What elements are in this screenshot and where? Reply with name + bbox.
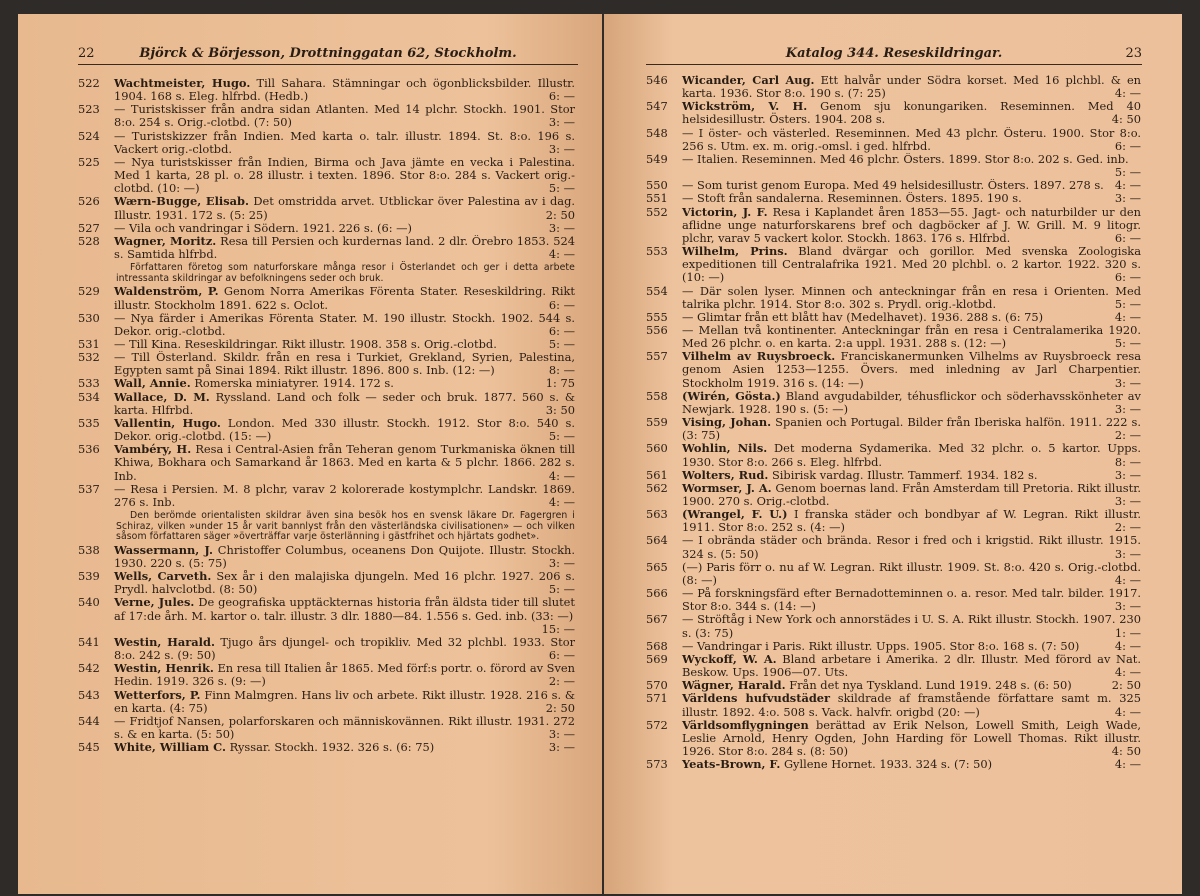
- entry-description: — Resa i Persien. M. 8 plchr, varav 2 kolorerade kostymplchr. Landskr. 1869. 276 s. Inb.: [114, 482, 575, 509]
- entry-description: Sex år i den malajiska djungeln. Med 16 plchr. 1927. 206 s. Prydl. halvclotbd. (8: 50): [114, 570, 575, 597]
- entry-number: 533: [78, 377, 100, 391]
- entry-description: (—) Paris förr o. nu af W. Legran. Rikt illustr. 1909. St. 8:o. 420 s. Orig.-clotbd. (8: —): [682, 560, 1141, 587]
- entry-description: — Stoft från sandalerna. Reseminnen. Östers. 1895. 190 s.: [682, 192, 1022, 206]
- entry-author: Vambéry, H.: [114, 443, 192, 457]
- entry-price: 3: —: [548, 221, 575, 235]
- entry-author: White, William C.: [114, 741, 226, 755]
- entry-author: Wägner, Harald.: [682, 679, 786, 693]
- entry-price: 3: —: [548, 555, 575, 570]
- entry-number: 527: [78, 221, 100, 235]
- entry-price: 3: 50: [545, 402, 575, 417]
- entry-description: — I öster- och västerled. Reseminnen. Med 43 plchr. Österս. 1900. Stor 8:o. 256 s. Utm. ex. m. orig.-omsl. i ged. hlfrbd.: [682, 126, 1141, 153]
- entry-description: De geografiska upptäckternas historia från äldsta tider till slutet af 17:de årh. M. kartor o. talr. illustr. 3 dlr. 1880—84. 1.556 s. Ged. inb. (33: —): [114, 596, 575, 623]
- entry-author: Wohlin, Nils.: [682, 442, 768, 456]
- entry-price: 2: —: [1114, 520, 1141, 535]
- page-header: [646, 44, 1142, 65]
- entry-number: 543: [78, 688, 100, 702]
- entry-author: Wærn-Bugge, Elisab.: [114, 195, 249, 209]
- entry-number: 565: [646, 560, 668, 574]
- catalog-entry: [646, 324, 1141, 350]
- entry-number: 522: [78, 77, 100, 90]
- entry-description: — Ströftåg i New York och annorstädes i U. S. A. Rikt illustr. Stockh. 1907. 230 s. (3: 75): [682, 613, 1141, 640]
- entry-price: 6: —: [1114, 138, 1141, 153]
- entry-price: 5: —: [1114, 296, 1141, 311]
- catalog-entry: [78, 596, 575, 635]
- entry-author: Vilhelm av Ruysbroeck.: [682, 350, 836, 364]
- catalog-entry: [78, 285, 575, 311]
- catalog-entry: [78, 570, 575, 596]
- entry-author: Vallentin, Hugo.: [114, 416, 221, 430]
- catalog-entry: [646, 640, 1141, 653]
- entry-number: 554: [646, 284, 668, 298]
- catalog-entry: [78, 351, 575, 377]
- entry-description: — Där solen lyser. Minnen och anteckningar från en resa i Orienten. Med talrika plchr. 1914. Stor 8:o. 302 s. Prydl. orig.-klotbd.: [682, 284, 1141, 311]
- entry-number: 559: [646, 416, 668, 430]
- catalog-entry: [78, 312, 575, 338]
- entry-price: 3: —: [1114, 599, 1141, 614]
- catalog-entry: [646, 469, 1141, 482]
- catalog-entry: [78, 195, 575, 221]
- entry-number: 567: [646, 613, 668, 627]
- entry-description: Bland arbetare i Amerika. 2 dlr. Illustr. Med förord av Nat. Beskow. Ups. 1906—07. Uts.: [682, 652, 1141, 680]
- entry-author: Wicander, Carl Aug.: [682, 74, 815, 87]
- catalog-entry: [78, 130, 575, 156]
- entry-description: Finn Malmgren. Hans liv och arbete. Rikt illustr. 1928. 216 s. & en karta. (4: 75): [114, 688, 575, 715]
- entry-author: Wolters, Rud.: [682, 468, 769, 482]
- entry-description: — Vila och vandringar i Södern. 1921. 226 s. (6: —): [114, 221, 412, 235]
- catalog-entry: [646, 100, 1141, 126]
- catalog-entry: [78, 715, 575, 741]
- entry-price: 2: 50: [545, 700, 575, 715]
- catalog-entry: [78, 662, 575, 688]
- entry-description: Det omstridda arvet. Utblickar över Palestina av i dag. Illustr. 1931. 172 s. (5: 25): [114, 195, 575, 222]
- entry-number: 525: [78, 155, 100, 169]
- entry-description: — Glimtar från ett blått hav (Medelhavet). 1936. 288 s. (6: 75): [682, 310, 1044, 324]
- catalog-entry: [78, 103, 575, 129]
- entry-description: Det moderna Sydamerika. Med 32 plchr. o. 5 kartor. Upps. 1930. Stor 8:o. 266 s. Eleg. hlfrbd.: [682, 442, 1141, 469]
- entry-number: 560: [646, 442, 668, 456]
- entry-price: 3: —: [548, 141, 575, 156]
- entry-description: Franciskanermunken Vilhelms av Ruysbroeck resa genom Asien 1253—1255. Övers. med inledning av Jarl Charpentier. Stockholm 1919. 316 s. (14: —): [682, 350, 1141, 390]
- entry-price: 4: —: [1114, 310, 1141, 324]
- catalog-entry: [646, 442, 1141, 468]
- entry-description: — Nya turistskisser från Indien, Birma och Java jämte en vecka i Palestina. Med 1 karta, 28 pl. o. 28 illustr. i texten. 1896. Stor 8:o. 284 s. Vackert orig.-clotbd. (10: —): [114, 155, 575, 196]
- entry-description: Genom Norra Amerikas Förenta Stater. Reseskildring. Rikt illustr. Stockholm 1891. 622 s. Oclot.: [114, 285, 575, 312]
- entry-author: Wells, Carveth.: [114, 570, 212, 584]
- entry-description: — Turistskizzer från Indien. Med karta o. talr. illustr. 1894. St. 8:o. 196 s. Vackert orig.-clotbd.: [114, 129, 575, 156]
- entry-price: 4: —: [548, 494, 575, 509]
- catalog-entry: [646, 192, 1141, 205]
- running-header: Katalog 344. Reseskildringar.: [785, 46, 1003, 61]
- entry-price: 5: —: [1114, 336, 1141, 351]
- catalog-entry: [78, 156, 575, 195]
- entry-description: Spanien och Portugal. Bilder från Iberiska halfön. 1911. 222 s. (3: 75): [682, 416, 1141, 443]
- entry-description: Ryssland. Land och folk — seder och bruk. 1877. 560 s. & karta. Hlfrbd.: [114, 390, 575, 417]
- entry-price: 4: 50: [1111, 743, 1141, 758]
- entry-number: 571: [646, 692, 668, 706]
- running-header: Björck & Börjesson, Drottninggatan 62, Stockholm.: [139, 46, 517, 61]
- entry-price: 3: —: [548, 727, 575, 741]
- entry-number: 572: [646, 718, 668, 732]
- entry-price: 3: —: [1114, 401, 1141, 416]
- entry-description: — Nya färder i Amerikas Förenta Stater. M. 190 illustr. Stockh. 1902. 544 s. Dekor. orig.-clotbd.: [114, 311, 575, 338]
- entry-number: 563: [646, 508, 668, 522]
- entry-price: 15: —: [541, 621, 575, 636]
- entry-price: 5: —: [1114, 165, 1141, 180]
- catalog-entry: [78, 741, 575, 754]
- entry-price: 5: —: [548, 338, 575, 351]
- entry-price: 1: —: [1114, 625, 1141, 640]
- entry-number: 542: [78, 662, 100, 676]
- entry-price: 4: —: [1114, 86, 1141, 101]
- entry-description: — Fridtjof Nansen, polarforskaren och människovännen. Rikt illustr. 1931. 272 s. & en karta. (5: 50): [114, 714, 575, 741]
- page-number: 23: [1125, 46, 1142, 61]
- entry-description: Genom sju konungariken. Reseminnen. Med 40 helsidesillustr. Östers. 1904. 208 s.: [682, 100, 1141, 127]
- entry-number: 537: [78, 482, 100, 496]
- entry-description: Bland avgudabilder, téhusflickor och söderhavsskönheter av Newjark. 1928. 190 s. (5: —): [682, 389, 1141, 416]
- catalog-entry: [646, 613, 1141, 639]
- entry-price: 4: —: [1114, 639, 1141, 653]
- entry-description: Resa till Persien och kurdernas land. 2 dlr. Örebro 1853. 524 s. Samtida hlfrbd.: [114, 234, 575, 262]
- entry-price: 3: —: [1114, 468, 1141, 482]
- catalog-entry: [78, 443, 575, 482]
- entry-number: 524: [78, 129, 100, 143]
- catalog-entry: [646, 311, 1141, 324]
- catalog-entry: [646, 679, 1141, 692]
- entry-author: Wagner, Moritz.: [114, 234, 217, 248]
- entry-price: 5: —: [548, 582, 575, 597]
- catalog-entry: [78, 636, 575, 662]
- entry-number: 530: [78, 311, 100, 325]
- entry-price: 1: 75: [545, 377, 575, 391]
- entry-author: Wassermann, J.: [114, 543, 213, 557]
- entry-author: Vising, Johan.: [682, 416, 772, 430]
- entry-author: Wetterfors, P.: [114, 688, 201, 702]
- entry-author: Wormser, J. A.: [682, 481, 772, 495]
- entry-price: 4: —: [1114, 179, 1141, 193]
- catalog-entry: [646, 74, 1141, 100]
- entry-note: Författaren företog som naturforskare många resor i Österlandet och ger i detta arbete intressanta skildringar av befolkningens seder och bruk.: [116, 262, 575, 284]
- entry-number: 529: [78, 285, 100, 299]
- catalog-entry: [646, 653, 1141, 679]
- entry-author: Wyckoff, W. A.: [682, 652, 777, 666]
- catalog-entry: [646, 153, 1141, 179]
- entry-description: Resa i Kaplandet åren 1853—55. Jagt- och naturbilder ur den aflidne unge naturforskarens bref och dagböcker af J. W. Grill. M. 9 litogr. plchr, varav 5 vackert kolor. Stockh. 1863. 176 s. Hlfrbd.: [682, 205, 1141, 245]
- catalog-entry: [78, 338, 575, 351]
- catalog-entry: [78, 483, 575, 509]
- catalog-entry: [646, 127, 1141, 153]
- entry-author: Verne, Jules.: [114, 596, 195, 610]
- catalog-entry: [646, 390, 1141, 416]
- catalog-entry: [78, 391, 575, 417]
- entry-number: 541: [78, 635, 100, 649]
- entry-number: 557: [646, 350, 668, 364]
- entry-number: 523: [78, 103, 100, 117]
- entry-number: 568: [646, 639, 668, 653]
- entry-author: (Wrangel, F. U.): [682, 508, 788, 522]
- entry-price: 3: —: [1114, 494, 1141, 508]
- entry-number: 546: [646, 74, 668, 87]
- entry-description: — Mellan två kontinenter. Anteckningar från en resa i Centralamerika 1920. Med 26 plchr. o. en karta. 2:a uppl. 1931. 288 s. (12: —): [682, 323, 1141, 351]
- entry-price: 5: —: [548, 181, 575, 196]
- entry-author: Wickström, V. H.: [682, 100, 808, 114]
- entry-author: Yeats-Brown, F.: [682, 758, 781, 772]
- entry-description: Ett halvår under Södra korset. Med 16 plchbl. & en karta. 1936. Stor 8:o. 190 s. (7: 25): [682, 74, 1141, 101]
- entry-description: Christoffer Columbus, oceanens Don Quijote. Illustr. Stockh. 1930. 220 s. (5: 75): [114, 543, 575, 570]
- entry-number: 558: [646, 389, 668, 403]
- entry-description: Sibirisk vardag. Illustr. Tammerf. 1934. 182 s.: [771, 468, 1038, 482]
- entry-number: 539: [78, 570, 100, 584]
- left-page: [18, 14, 602, 894]
- entry-number: 528: [78, 234, 100, 248]
- catalog-entry: [646, 416, 1141, 442]
- entry-price: 6: —: [548, 648, 575, 663]
- entry-price: 6: —: [1114, 270, 1141, 285]
- catalog-entry: [646, 534, 1141, 560]
- entry-author: Världsomflygningen: [682, 718, 809, 732]
- entry-description: skildrade af framstående författare samt m. 325 illustr. 1892. 4:o. 508 s. Vack. halvfr. origbd (20: —): [682, 692, 1141, 719]
- entry-author: Victorin, J. F.: [682, 205, 768, 219]
- entry-price: 3: —: [1114, 546, 1141, 561]
- catalog-entry: [78, 417, 575, 443]
- entry-description: Gyllene Hornet. 1933. 324 s. (7: 50): [783, 758, 993, 772]
- entry-price: 2: —: [548, 674, 575, 689]
- entry-number: 564: [646, 534, 668, 548]
- entry-price: 2: 50: [545, 207, 575, 222]
- entry-price: 3: —: [548, 741, 575, 755]
- entry-description: Resa i Central-Asien från Teheran genom Turkmaniska öknen till Khiwa, Bokhara och Samarkand år 1863. Med en karta & 5 plchr. 1866. 282 s. Inb.: [114, 443, 575, 483]
- entry-description: — Turistskisser från andra sidan Atlanten. Med 14 plchr. Stockh. 1901. Stor 8:o. 254 s. Orig.-clotbd. (7: 50): [114, 103, 575, 130]
- entry-description: — Italien. Reseminnen. Med 46 plchr. Östers. 1899. Stor 8:o. 202 s. Ged. inb.: [682, 152, 1129, 166]
- catalog-entry: [78, 377, 575, 390]
- catalog-list: [646, 74, 1141, 771]
- catalog-entry: [646, 482, 1141, 508]
- entry-number: 561: [646, 468, 668, 482]
- catalog-entry: [646, 285, 1141, 311]
- entry-description: London. Med 330 illustr. Stockh. 1912. Stor 8:o. 540 s. Dekor. orig.-clotbd. (15: —): [114, 416, 575, 444]
- entry-number: 566: [646, 587, 668, 601]
- entry-description: Ryssar. Stockh. 1932. 326 s. (6: 75): [229, 741, 435, 755]
- entry-number: 556: [646, 323, 668, 337]
- entry-number: 553: [646, 245, 668, 259]
- entry-author: Wall, Annie.: [114, 377, 191, 391]
- catalog-entry: [646, 587, 1141, 613]
- entry-price: 6: —: [548, 89, 575, 104]
- catalog-entry: [646, 758, 1141, 771]
- entry-author: Wallace, D. M.: [114, 390, 210, 404]
- page-number: 22: [78, 46, 95, 61]
- entry-price: 4: —: [1114, 665, 1141, 680]
- entry-description: — Till Österland. Skildr. från en resa i Turkiet, Grekland, Syrien, Palestina, Egypten samt på Sinai 1894. Rikt illustr. 1896. 800 s. Inb. (12: —): [114, 351, 575, 378]
- catalog-entry: [646, 692, 1141, 718]
- catalog-entry: [646, 719, 1141, 758]
- entry-price: 3: —: [1114, 192, 1141, 206]
- entry-description: I franska städer och bondbyar af W. Legran. Rikt illustr. 1911. Stor 8:o. 252 s. (4: —): [682, 508, 1141, 535]
- catalog-entry: [646, 179, 1141, 192]
- entry-price: 6: —: [1114, 230, 1141, 245]
- entry-price: 4: —: [548, 468, 575, 483]
- entry-price: 2: —: [1114, 428, 1141, 443]
- catalog-entry: [646, 350, 1141, 389]
- entry-description: Till Sahara. Stämningar och ögonblicksbilder. Illustr. 1904. 168 s. Eleg. hlfrbd. (Hedb.): [114, 77, 575, 104]
- entry-number: 562: [646, 481, 668, 495]
- catalog-entry: [78, 222, 575, 235]
- catalog-entry: [646, 561, 1141, 587]
- entry-price: 4: —: [1114, 704, 1141, 719]
- entry-price: 8: —: [1114, 454, 1141, 469]
- catalog-entry: [78, 689, 575, 715]
- entry-author: Westin, Harald.: [114, 635, 215, 649]
- entry-author: Världens hufvudstäder: [682, 692, 831, 706]
- catalog-entry: [78, 235, 575, 261]
- entry-description: Genom boernas land. Från Amsterdam till Pretoria. Rikt illustr. 1900. 270 s. Orig.-clotbd.: [682, 481, 1141, 508]
- entry-number: 573: [646, 758, 668, 772]
- entry-number: 538: [78, 543, 100, 557]
- entry-price: 6: —: [548, 323, 575, 338]
- entry-description: — På forskningsfärd efter Bernadotteminnen o. a. resor. Med talr. bilder. 1917. Stor 8:o. 344 s. (14: —): [682, 587, 1141, 614]
- entry-number: 526: [78, 195, 100, 209]
- entry-number: 534: [78, 390, 100, 404]
- entry-number: 548: [646, 126, 668, 140]
- entry-description: Bland dvärgar och gorillor. Med svenska Zoologiska expeditionen till Centralafrika 1921. Med 20 plchbl. o. 2 kartor. 1922. 320 s. (10: —): [682, 245, 1141, 285]
- entry-number: 535: [78, 416, 100, 430]
- entry-price: 6: —: [548, 297, 575, 312]
- entry-price: 8: —: [548, 363, 575, 378]
- entry-author: Wachtmeister, Hugo.: [114, 77, 251, 90]
- entry-number: 549: [646, 152, 668, 166]
- entry-description: — I obrända städer och brända. Resor i fred och i krigstid. Rikt illustr. 1915. 324 s. (5: 50): [682, 534, 1141, 561]
- catalog-entry: [646, 206, 1141, 245]
- entry-author: Wilhelm, Prins.: [682, 245, 788, 259]
- entry-author: (Wirén, Gösta.): [682, 389, 781, 403]
- entry-description: Tjugo års djungel- och tropikliv. Med 32 plchbl. 1933. Stor 8:o. 242 s. (9: 50): [114, 635, 575, 663]
- entry-number: 531: [78, 338, 100, 351]
- entry-author: Waldenström, P.: [114, 285, 219, 299]
- entry-number: 569: [646, 652, 668, 666]
- entry-description: Från det nya Tyskland. Lund 1919. 248 s. (6: 50): [789, 679, 1072, 693]
- entry-price: 4: —: [548, 247, 575, 262]
- entry-description: — Som turist genom Europa. Med 49 helsidesillustr. Östers. 1897. 278 s.: [682, 179, 1104, 193]
- entry-number: 551: [646, 192, 668, 206]
- catalog-entry: [78, 77, 575, 103]
- entry-description: — Till Kina. Reseskildringar. Rikt illustr. 1908. 358 s. Orig.-clotbd.: [114, 338, 497, 351]
- entry-number: 532: [78, 351, 100, 365]
- entry-price: 5: —: [548, 429, 575, 444]
- entry-price: 3: —: [548, 115, 575, 130]
- entry-price: 4: 50: [1111, 112, 1141, 127]
- entry-price: 4: —: [1114, 758, 1141, 772]
- page-header: [78, 44, 578, 65]
- catalog-entry: [646, 508, 1141, 534]
- catalog-list: [78, 77, 575, 754]
- entry-number: 550: [646, 179, 668, 193]
- entry-number: 536: [78, 443, 100, 457]
- entry-note: Den berömde orientalisten skildrar även sina besök hos en svensk läkare Dr. Fagergren i Schiraz, vilken »under 15 år varit bannlyst från den västerländska civilisationen» — och vilken såsom författaren säger »överträffar varje österlänning i gästfrihet och hjärtats godhet».: [116, 510, 575, 543]
- entry-number: 545: [78, 741, 100, 755]
- entry-description: Romerska miniatyrer. 1914. 172 s.: [194, 377, 394, 391]
- entry-number: 544: [78, 714, 100, 728]
- entry-description: — Vandringar i Paris. Rikt illustr. Upps. 1905. Stor 8:o. 168 s. (7: 50): [682, 639, 1080, 653]
- entry-price: 2: 50: [1111, 679, 1141, 693]
- right-page: [604, 14, 1182, 894]
- entry-number: 547: [646, 100, 668, 114]
- entry-price: 3: —: [1114, 375, 1141, 390]
- entry-number: 540: [78, 596, 100, 610]
- entry-number: 555: [646, 310, 668, 324]
- entry-author: Westin, Henrik.: [114, 662, 214, 676]
- entry-price: 4: —: [1114, 572, 1141, 587]
- entry-description: En resa till Italien år 1865. Med förf:s portr. o. förord av Sven Hedin. 1919. 326 s. (9: —): [114, 662, 575, 689]
- catalog-entry: [78, 544, 575, 570]
- entry-description: berättad av Erik Nelson, Lowell Smith, Leigh Wade, Leslie Arnold, Henry Ogden, John Harding för Lowell Thomas. Rikt illustr. 1926. Stor 8:o. 284 s. (8: 50): [682, 718, 1141, 758]
- catalog-entry: [646, 245, 1141, 284]
- entry-number: 552: [646, 205, 668, 219]
- entry-number: 570: [646, 679, 668, 693]
